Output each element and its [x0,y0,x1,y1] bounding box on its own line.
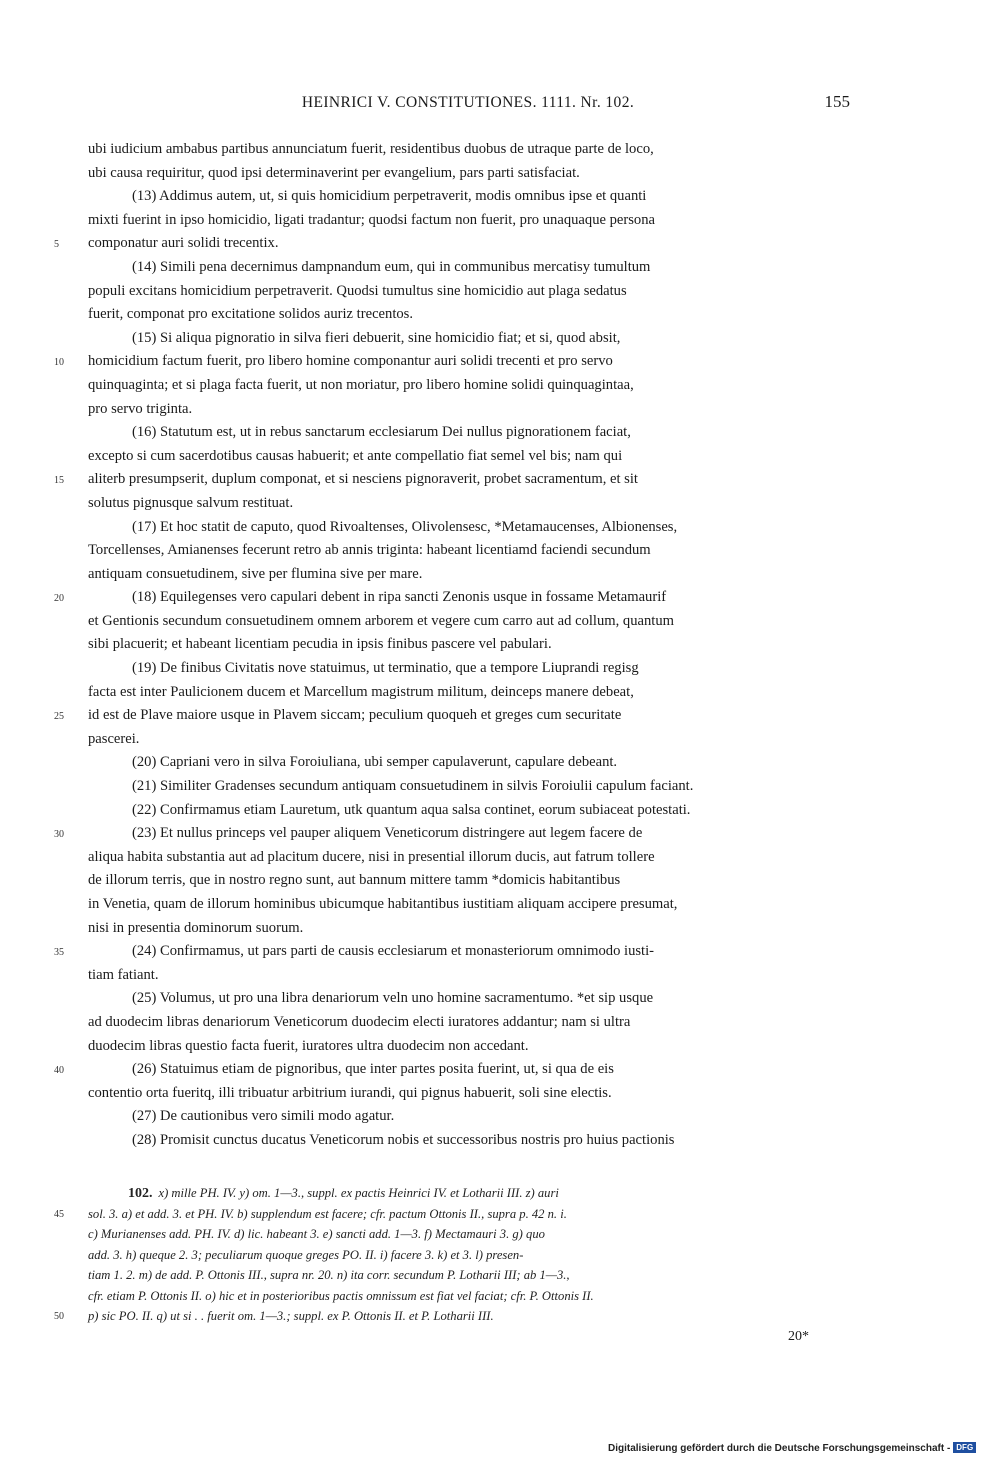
line-text: (26) Statuimus etiam de pignoribus, que inter partes posita fuerint, ut, si qua de eis [132,1061,614,1078]
line-text: (16) Statutum est, ut in rebus sanctarum ecclesiarum Dei nullus pignorationem faciat, [132,424,631,441]
footnote-text: cfr. etiam P. Ottonis II. o) hic et in posterioribus pactis omnissum est fiat vel faciat; cfr. P. Ottonis II. [88,1288,594,1303]
text-line [88,917,848,941]
line-text: aliqua habita substantia aut ad placitum ducere, nisi in presential illorum ducis, aut fatrum tollere [88,848,655,865]
text-line [88,799,848,823]
line-text: (27) De cautionibus vero simili modo agatur. [132,1108,395,1125]
footnote-line [54,1204,848,1225]
line-text: contentio orta fueritq, illi tribuatur arbitrium iurandi, qui pignus habuerit, soli sine electis. [88,1084,612,1101]
text-line [88,256,848,280]
line-text: (28) Promisit cunctus ducatus Veneticorum nobis et successoribus nostris pro huius pactionis [132,1131,675,1148]
line-text: Torcellenses, Amianenses fecerunt retro ab annis triginta: habeant licentiamd faciendi secundum [88,542,651,559]
line-text: (25) Volumus, ut pro una libra denariorum veln uno homine sacramentumo. *et sip usque [132,990,654,1007]
line-number: 35 [54,947,64,959]
text-line [88,563,848,587]
text-line [88,1011,848,1035]
footnotes [54,1183,848,1327]
line-text: nisi in presentia dominorum suorum. [88,919,304,936]
line-text: antiquam consuetudinem, sive per flumina sive per mare. [88,565,423,582]
line-number: 5 [54,239,59,251]
text-line [88,492,848,516]
text-line [88,374,848,398]
text-line [54,704,848,728]
credit-text: Digitalisierung gefördert durch die Deutsche Forschungsgemeinschaft - [608,1443,951,1454]
line-text: excepto si cum sacerdotibus causas habuerit; et ante compellatio fiat semel vel bis; nam qui [88,447,623,464]
text-line [54,586,848,610]
document-number: 102. [128,1186,153,1201]
line-text: componatur auri solidi trecentix. [88,235,279,252]
line-text: de illorum terris, que in nostro regno sunt, aut bannum mittere tamm *domicis habitantibus [88,872,621,889]
text-line [88,445,848,469]
text-line [88,728,848,752]
footnote-text: tiam 1. 2. m) de add. P. Ottonis III., supra nr. 20. n) ita corr. secundum P. Lotharii III; ab 1—3., [88,1268,570,1282]
text-line [88,421,848,445]
line-text: (14) Simili pena decernimus dampnandum eum, qui in communibus mercatisy tumultum [132,258,651,275]
text-line [88,1082,848,1106]
line-text: solutus pignusque salvum restituat. [88,494,294,511]
text-line [54,350,848,374]
line-number: 30 [54,829,64,841]
footnote-line [88,1286,848,1307]
line-text: pascerei. [88,730,140,747]
text-line [88,280,848,304]
text-line [88,775,848,799]
line-text: in Venetia, quam de illorum hominibus ubicumque habitantibus iustitiam aliquam accipere presumat, [88,896,678,912]
footnote-line [88,1245,848,1266]
line-number: 45 [54,1208,64,1220]
text-line [54,232,848,256]
line-text: (21) Similiter Gradenses secundum antiquam consuetudinem in silvis Foroiulii capulum faciant. [132,778,694,795]
line-text: fuerit, componat pro excitatione solidos auriz trecentos. [88,306,414,323]
text-line [88,162,848,186]
line-text: (13) Addimus autem, ut, si quis homicidium perpetraverit, modis omnibus ipse et quanti [132,188,647,205]
line-text: (19) De finibus Civitatis nove statuimus, ut terminatio, que a tempore Liuprandi regisg [132,660,639,677]
dfg-logo: DFG [953,1442,976,1453]
line-number: 40 [54,1065,64,1077]
digitization-credit [608,1442,976,1454]
page-number: 155 [824,92,850,111]
footnote-line [88,1183,848,1204]
text-line [88,327,848,351]
text-line [88,516,848,540]
line-text: ubi iudicium ambabus partibus annunciatum fuerit, residentibus duobus de utraque parte de loco, [88,141,654,157]
text-line [54,822,848,846]
text-line [54,468,848,492]
line-number: 15 [54,475,64,487]
text-line [88,657,848,681]
line-number: 20 [54,593,64,605]
line-text: mixti fuerint in ipso homicidio, ligati tradantur; quodsi factum non fuerit, pro unaquaque persona [88,211,656,228]
line-number: 25 [54,711,64,723]
text-line [88,1129,848,1153]
footnote-line [88,1265,848,1286]
text-line [88,539,848,563]
line-text: ad duodecim libras denariorum Veneticorum duodecim electi iuratores addantur; nam si ultra [88,1013,631,1030]
line-text: (15) Si aliqua pignoratio in silva fieri debuerit, sine homicidio fiat; et si, quod absit, [132,329,621,346]
line-text: populi excitans homicidium perpetraverit. Quodsi tumultus sine homicidio aut plaga sedatus [88,282,627,299]
signature-mark: 20* [788,1329,809,1344]
text-line [88,185,848,209]
text-line [88,1105,848,1129]
line-number: 50 [54,1311,64,1322]
text-line [54,1058,848,1082]
text-line [88,846,848,870]
text-line [88,1035,848,1059]
text-line [88,893,848,917]
line-text: (22) Confirmamus etiam Lauretum, utk quantum aqua salsa continet, eorum subiaceat potestati. [132,801,691,818]
line-text: quinquaginta; et si plaga facta fuerit, ut non moriatur, pro libero homine solidi quinquagintaa, [88,376,634,393]
line-text: (18) Equilegenses vero capulari debent in ripa sancti Zenonis usque in fossame Metamaurif [132,589,667,606]
text-line [88,138,848,162]
footnote-text: x) mille PH. IV. y) om. 1—3., suppl. ex pactis Heinrici IV. et Lotharii III. z) auri [158,1186,559,1200]
text-line [88,633,848,657]
line-text: (20) Capriani vero in silva Foroiuliana, ubi semper capulaverunt, capulare debeant. [132,754,618,771]
line-text: facta est inter Paulicionem ducem et Marcellum magistrum militum, deinceps manere debeat, [88,683,634,700]
running-title: HEINRICI V. CONSTITUTIONES. 1111. Nr. 102. [301,94,635,111]
line-text: et Gentionis secundum consuetudinem omnem arborem et vegere cum carro aut ad collum, quantum [88,612,675,629]
line-text: duodecim libras questio facta fuerit, iuratores ultra duodecim non accedant. [88,1037,529,1054]
line-text: id est de Plave maiore usque in Plavem siccam; peculium quoqueh et greges cum securitate [88,707,622,724]
line-text: tiam fatiant. [88,966,159,983]
line-text: (17) Et hoc statit de caputo, quod Rivoaltenses, Olivolensesc, *Metamaucenses, Albionenses, [132,518,678,535]
footnote-line [88,1224,848,1245]
footnote-text: add. 3. h) queque 2. 3; peculiarum quoque greges PO. II. i) facere 3. k) et 3. l) presen- [88,1247,524,1262]
footnote-text: sol. 3. a) et add. 3. et PH. IV. b) supplendum est facere; cfr. pactum Ottonis II., supra p. 42 n. i. [88,1206,567,1221]
main-text [54,138,848,1153]
line-text: pro servo triginta. [88,400,193,417]
line-text: aliterb presumpserit, duplum componat, et si nesciens pignoraverit, probet sacramentum, et sit [88,471,638,488]
line-number: 10 [54,357,64,369]
text-line [88,751,848,775]
text-line [88,610,848,634]
line-text: (24) Confirmamus, ut pars parti de causis ecclesiarum et monasteriorum omnimodo iusti- [132,943,655,960]
footnote-line [54,1306,848,1327]
text-line [88,681,848,705]
line-text: homicidium factum fuerit, pro libero homine componantur auri solidi trecenti et pro servo [88,353,613,370]
footnote-text: p) sic PO. II. q) ut si . . fuerit om. 1—3.; suppl. ex P. Ottonis II. et P. Lotharii III. [88,1309,494,1323]
footnote-text: c) Murianenses add. PH. IV. d) lic. habeant 3. e) sancti add. 1—3. f) Mectamauri 3. g) quo [88,1227,545,1241]
text-line [54,940,848,964]
text-line [88,964,848,988]
line-text: sibi placuerit; et habeant licentiam pecudia in ipsis finibus pascere vel pabulari. [88,636,552,653]
text-line [88,303,848,327]
text-line [88,398,848,422]
line-text: ubi causa requiritur, quod ipsi determinaverint per evangelium, pars parti satisfaciat. [88,164,580,181]
text-line [88,209,848,233]
text-line [88,869,848,893]
text-line [88,987,848,1011]
line-text: (23) Et nullus princeps vel pauper aliquem Veneticorum distringere aut legem facere de [132,825,643,842]
